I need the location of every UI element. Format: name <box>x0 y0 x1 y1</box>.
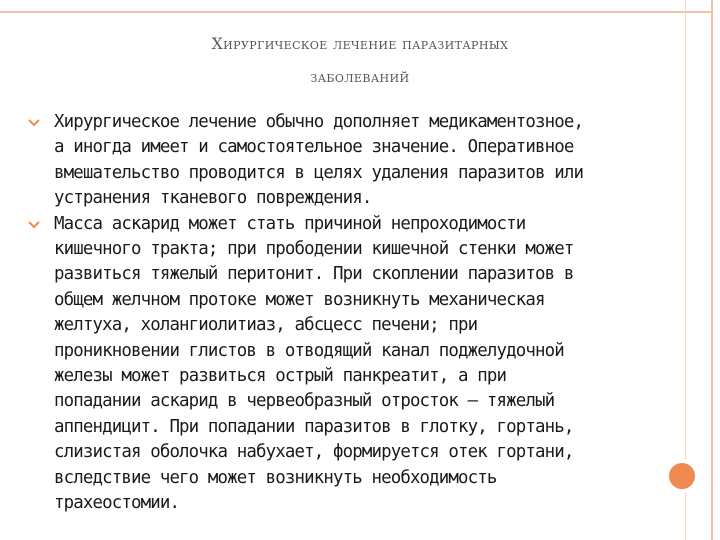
chevron-right-icon <box>28 118 40 128</box>
bullet-2-line: вследствие чего может возникнуть необходимость <box>54 467 497 488</box>
bullet-2-line: проникновении глистов в отводящий канал поджелудочной <box>54 340 564 361</box>
bullet-2-line: слизистая оболочка набухает, формируется отек гортани, <box>54 442 574 463</box>
bullet-1-line: Хирургическое лечение обычно дополняет медикаментозное, <box>54 112 584 132</box>
top-border-line <box>0 11 712 13</box>
bullet-2-line: желтуха, холангиолитиаз, абсцесс печени; при <box>54 315 478 336</box>
bullet-2-line: попадании аскарид в червеобразный отросток — тяжелый <box>54 391 555 412</box>
right-border-line <box>711 0 713 540</box>
bullet-item-2 <box>24 212 692 517</box>
bullet-1-line: вмешательство проводится в целях удаления паразитов или <box>54 162 584 183</box>
bullet-2-line: железы может развиться острый панкреатит, а при <box>54 366 507 387</box>
bullet-2-line: общем желчном протоке может возникнуть механическая <box>54 289 545 310</box>
decorative-circle <box>666 460 698 492</box>
slide-content <box>24 110 692 517</box>
bullet-item-1 <box>24 110 692 212</box>
bullet-2-line: кишечного тракта; при прободении кишечной стенки может <box>54 239 574 260</box>
bullet-2-line: аппендицит. При попадании паразитов в глотку, гортань, <box>54 416 574 437</box>
chevron-right-icon <box>28 220 40 230</box>
slide-title-line-1: Хирургическое лечение паразитарных <box>211 35 509 53</box>
bullet-2-line: Масса аскарид может стать причиной непроходимости <box>54 213 526 234</box>
slide-title <box>40 28 680 94</box>
bullet-2-line: развиться тяжелый перитонит. При скоплении паразитов в <box>54 264 574 285</box>
bullet-1-line: а иногда имеет и самостоятельное значение. Оперативное <box>54 137 574 158</box>
bullet-1-line: устранения тканевого повреждения. <box>54 188 372 209</box>
slide-title-line-2: заболеваний <box>310 68 410 86</box>
bullet-2-line: трахеостомии. <box>54 493 180 514</box>
